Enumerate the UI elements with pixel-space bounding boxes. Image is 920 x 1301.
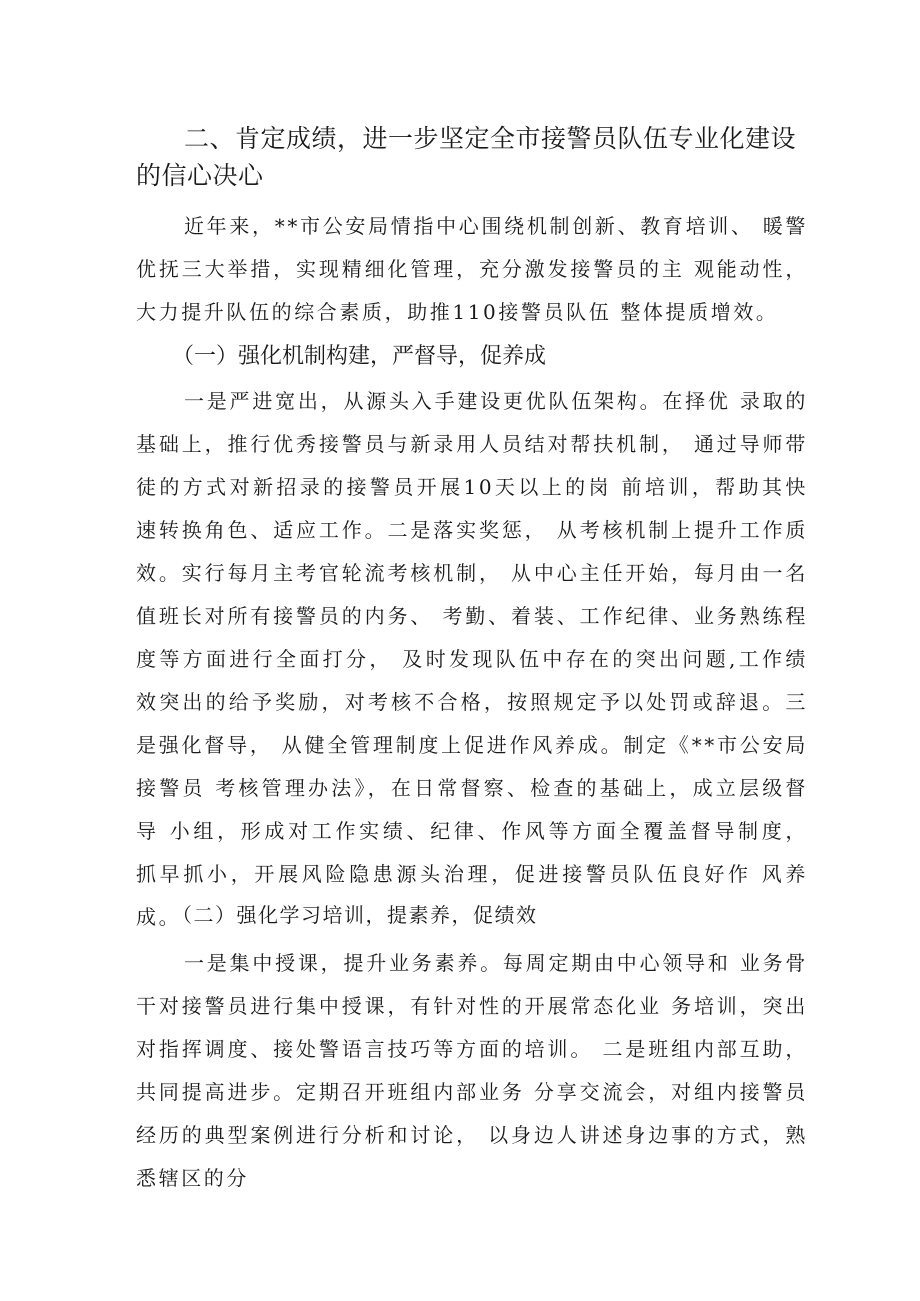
subsection-1-paragraph: 一是严进宽出，从源头入手建设更优队伍架构。在择优 录取的基础上，推行优秀接警员与新录用人员结对帮扶机制， 通过导师带徒的方式对新招录的接警员开展10天以上的岗 前培训，帮助其快速转换角色、适应工作。二是落实奖惩， 从考核机制上提升工作质效。实行每月主考官轮流考核机制， 从中心主任开始，每月由一名值班长对所有接警员的内务、 考勤、着装、工作纪律、业务熟练程度等方面进行全面打分， 及时发现队伍中存在的突出问题,工作绩效突出的给予奖励，对考核不合格，按照规定予以处罚或辞退。三是强化督导， 从健全管理制度上促进作风养成。制定《**市公安局接警员 考核管理办法》，在日常督察、检查的基础上，成立层级督导 小组，形成对工作实绩、纪律、作风等方面全覆盖督导制度， 抓早抓小，开展风险隐患源头治理，促进接警员队伍良好作 风养成。	[136, 389, 808, 929]
subsection-2-heading: （二）强化学习培训，提素养，促绩效	[172, 903, 538, 927]
section-heading: 二、肯定成绩，进一步坚定全市接警员队伍专业化建设 的信心决心	[136, 124, 797, 190]
subsection-2-paragraph: 一是集中授课，提升业务素养。每周定期由中心领导和 业务骨干对接警员进行集中授课，有针对性的开展常态化业 务培训，突出对指挥调度、接处警语言技巧等方面的培训。 二是班组内部互助，共同提高进步。定期召开班组内部业务 分享交流会，对组内接警员经历的典型案例进行分析和讨论， 以身边人讲述身边事的方式，熟悉辖区的分	[136, 951, 808, 1190]
intro-paragraph: 近年来，**市公安局情指中心围绕机制创新、教育培训、 暖警优抚三大举措，实现精细化管理，充分激发接警员的主 观能动性，大力提升队伍的综合素质，助推110接警员队伍 整体提质增效。	[136, 214, 808, 324]
subsection-1-heading: （一）强化机制构建，严督导，促养成	[172, 344, 547, 369]
